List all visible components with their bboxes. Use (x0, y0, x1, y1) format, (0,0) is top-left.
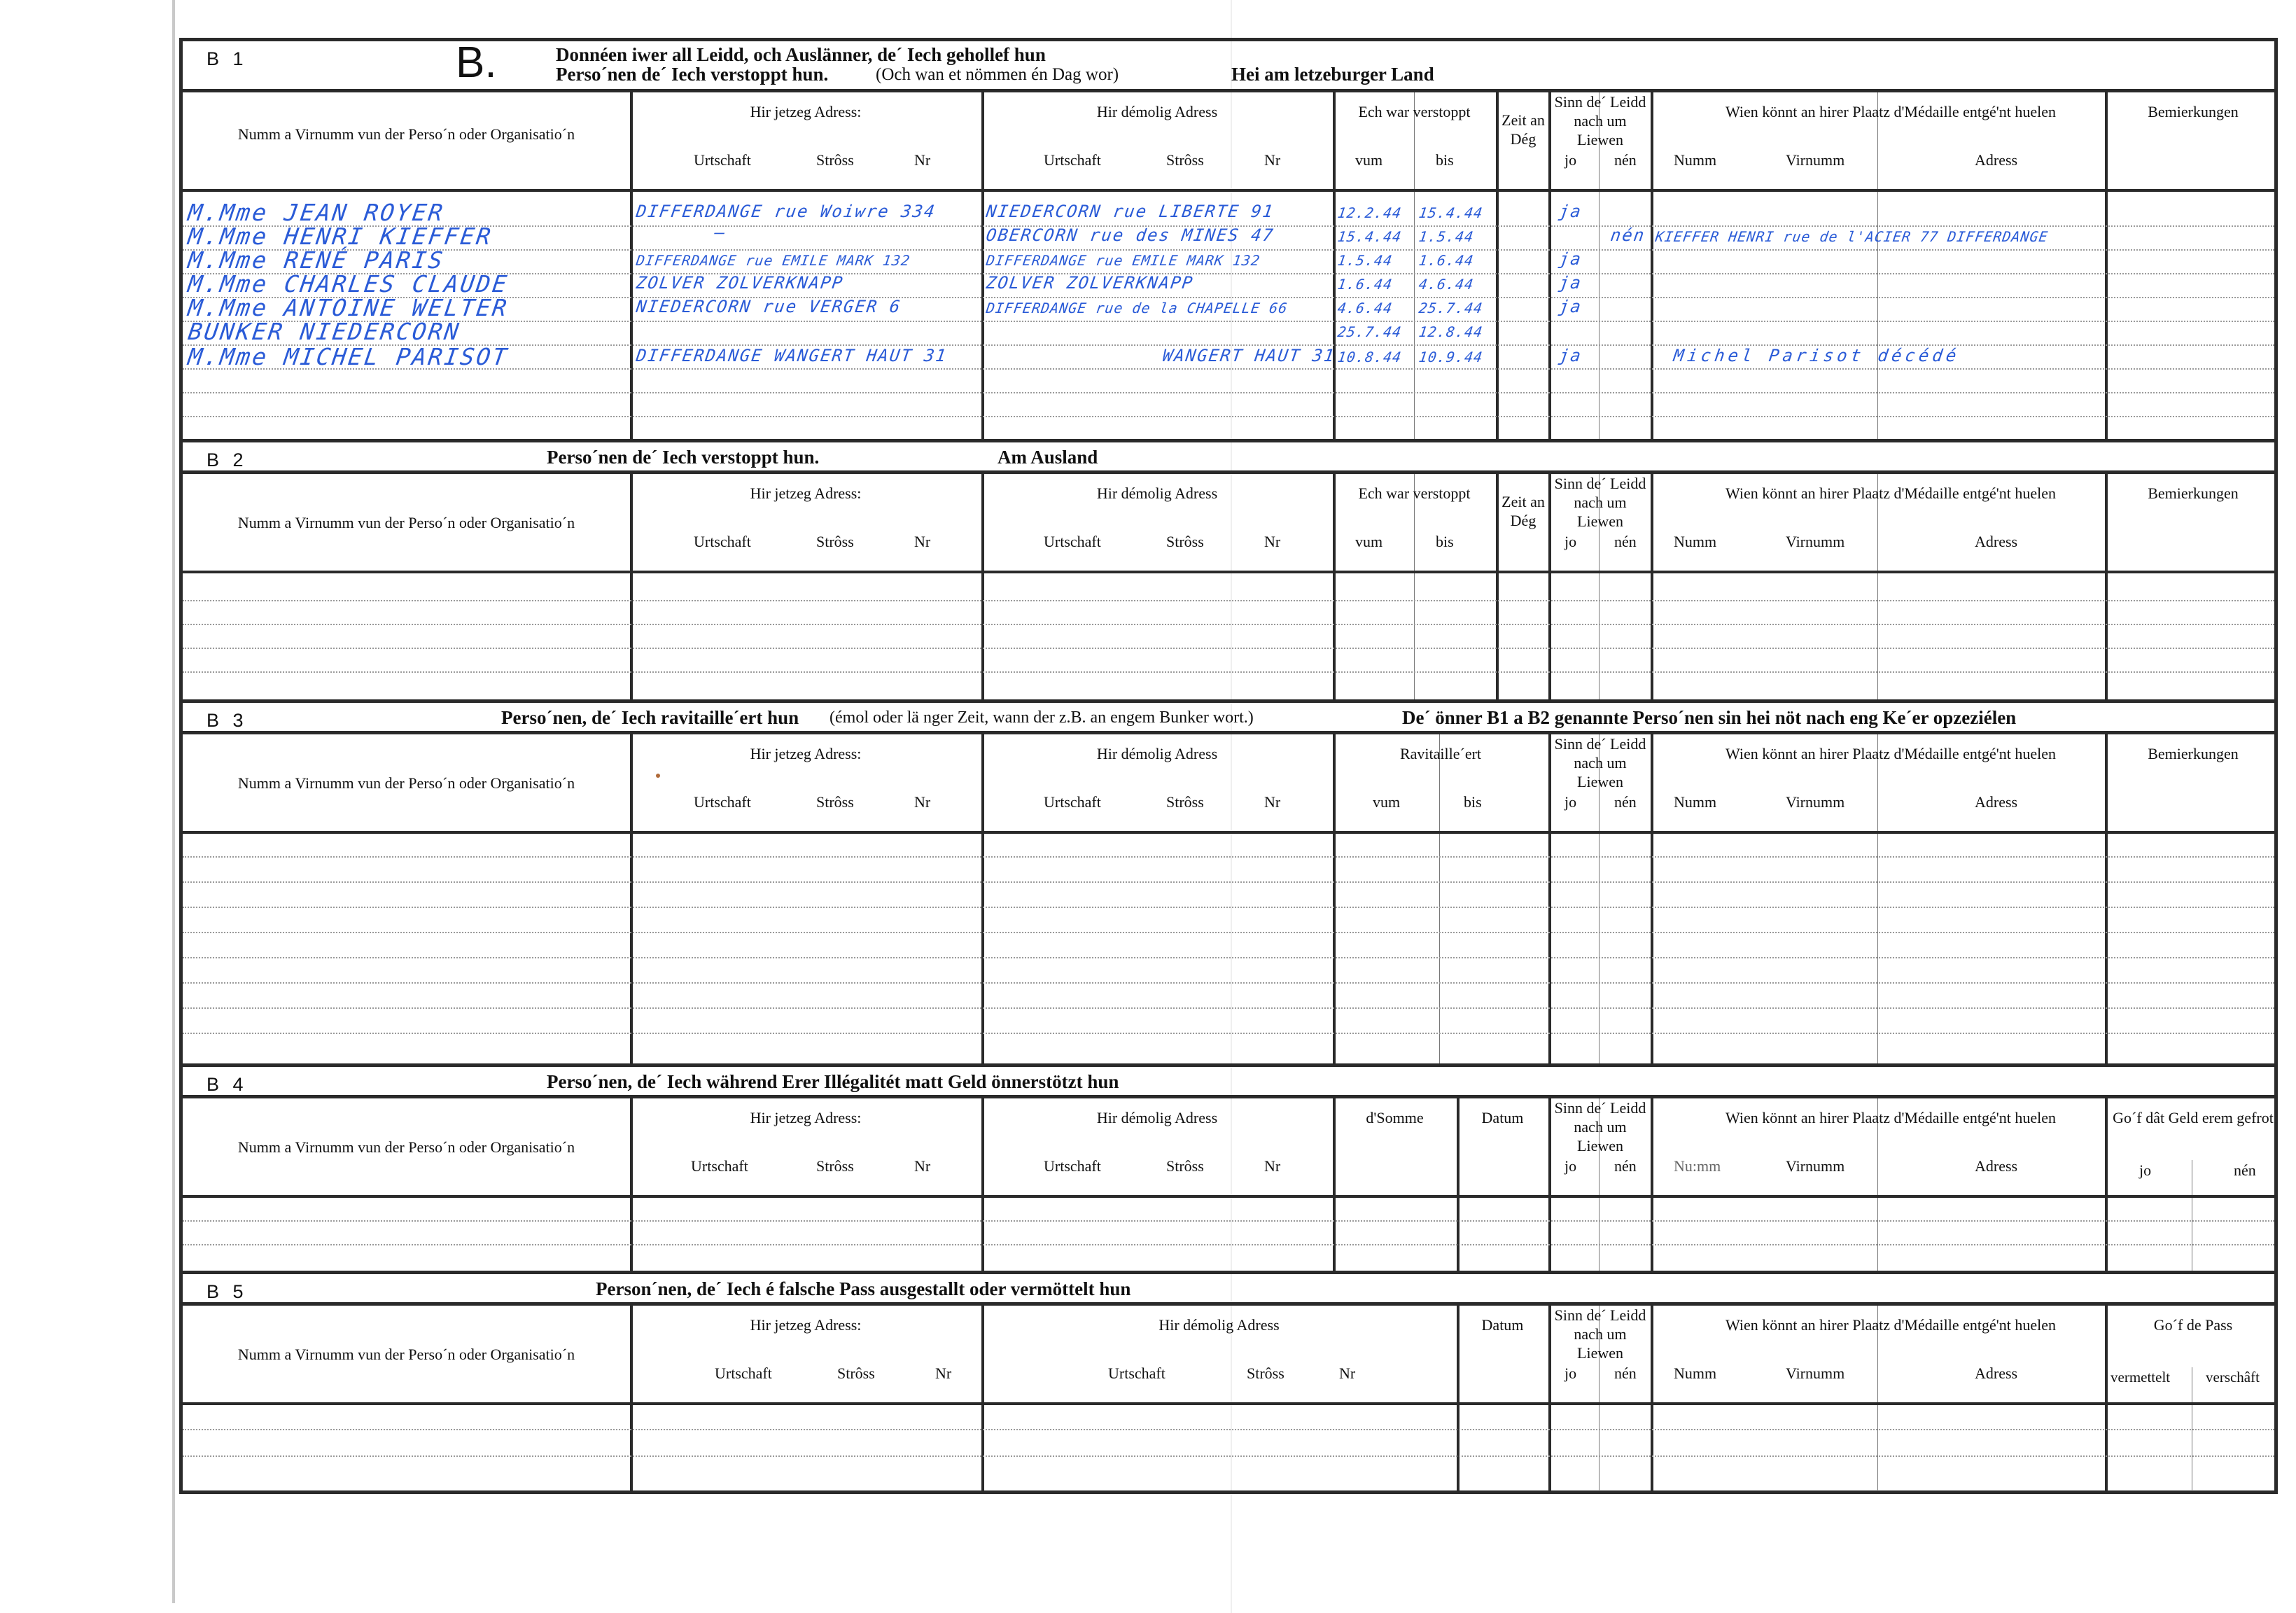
header-yes: jo (1564, 533, 1577, 550)
entry-to: 10.9.44 (1418, 349, 1484, 365)
header-divider (183, 571, 2274, 573)
col-divider (981, 734, 984, 1067)
header-street: Strôss (1166, 1157, 1204, 1175)
header-medal-name: Nu:mm (1674, 1157, 1721, 1175)
col-divider (2105, 474, 2108, 703)
header-former-address: Hir démolig Adress (1096, 103, 1218, 120)
col-divider (630, 474, 633, 703)
entry-to: 12.8.44 (1418, 323, 1484, 340)
header-sum: d'Somme (1366, 1109, 1424, 1126)
header-date: Datum (1481, 1109, 1524, 1126)
table-b1 (183, 89, 2274, 439)
header-nr: Nr (1264, 151, 1281, 169)
section-b5 (183, 1271, 2274, 1497)
col-divider (1414, 92, 1415, 439)
header-street: Strôss (816, 793, 854, 811)
entry-yes: ja (1558, 297, 1583, 316)
header-time: Zeit an Dég (1502, 111, 1545, 148)
ink-mark (656, 774, 660, 778)
section-title: Perso´nen, de´ Iech ravitaille´ert hun (501, 707, 799, 728)
header-street: Strôss (1166, 533, 1204, 550)
section-code: B 3 (206, 710, 248, 731)
header-nr: Nr (914, 533, 931, 550)
entry-former-address: DIFFERDANGE rue EMILE MARK 132 (985, 252, 1261, 269)
entry-from: 1.6.44 (1336, 276, 1394, 293)
section-b4 (183, 1063, 2274, 1271)
section-code: B 5 (206, 1281, 248, 1302)
entry-no: nén (1609, 225, 1647, 245)
section-b4-header (183, 1067, 2274, 1095)
header-yes: jo (1564, 1157, 1577, 1175)
section-title: Perso´nen, de´ Iech während Erer Illégalitét matt Geld önnerstötzt hun (547, 1071, 1119, 1092)
row-line (183, 392, 2274, 393)
row-line (183, 856, 2274, 858)
entry-current-address: ZOLVER ZOLVERKNAPP (635, 273, 846, 293)
row-line (183, 600, 2274, 601)
section-b2 (183, 439, 2274, 699)
col-divider (981, 474, 984, 703)
header-divider (183, 1195, 2274, 1198)
header-nr: Nr (1264, 1157, 1281, 1175)
header-remarks: Bemierkungen (2148, 484, 2239, 502)
header-remarks: Bemierkungen (2148, 103, 2239, 120)
header-street: Strôss (1247, 1364, 1284, 1382)
entry-from: 25.7.44 (1336, 323, 1403, 340)
header-former-address: Hir démolig Adress (1158, 1316, 1280, 1334)
entry-yes: ja (1558, 202, 1583, 221)
section-title-note: (Och wan et nömmen én Dag wor) (876, 65, 1119, 84)
entry-former-address: OBERCORN rue des MINES 47 (985, 225, 1276, 245)
header-yes: jo (2139, 1161, 2152, 1179)
header-alive: Sinn de´ Leidd nach um Liewen (1554, 475, 1646, 530)
entry-from: 1.5.44 (1336, 252, 1394, 269)
col-divider (1877, 92, 1878, 439)
section-title-notice: De´ önner B1 a B2 genannte Perso´nen sin hei nöt nach eng Ke´er opzeziélen (1402, 707, 2017, 728)
header-former-address: Hir démolig Adress (1096, 1109, 1218, 1126)
entry-from: 4.6.44 (1336, 300, 1394, 316)
header-yes: jo (1564, 1364, 1577, 1382)
entry-former-address: WANGERT HAUT 31 (1161, 346, 1337, 365)
header-no: nén (1614, 793, 1637, 811)
header-current-address: Hir jetzeg Adress: (750, 484, 862, 502)
header-medal-name: Numm (1674, 533, 1717, 550)
col-divider (2105, 92, 2108, 439)
header-town: Urtschaft (1044, 533, 1101, 550)
table-b3 (183, 731, 2274, 1067)
header-medal: Wien könnt an hirer Plaatz d'Médaille entgé'nt huelen (1726, 1109, 2056, 1126)
section-title: Person´nen, de´ Iech é falsche Pass ausgestallt oder vermöttelt hun (596, 1278, 1131, 1299)
row-line (183, 624, 2274, 625)
section-code: B 4 (206, 1074, 248, 1095)
header-yes: jo (1564, 151, 1577, 169)
header-medal: Wien könnt an hirer Plaatz d'Médaille entgé'nt huelen (1726, 484, 2056, 502)
entry-current-address: DIFFERDANGE rue Woiwre 334 (635, 202, 937, 221)
row-line (183, 648, 2274, 649)
section-code: B 2 (206, 449, 248, 470)
header-alive: Sinn de´ Leidd nach um Liewen (1554, 735, 1646, 790)
header-no: nén (2234, 1161, 2256, 1179)
entry-to: 25.7.44 (1418, 300, 1484, 316)
header-name: Numm a Virnumm vun der Perso´n oder Organisatio´n (237, 1138, 575, 1156)
entry-name: M.Mme MICHEL PARISOT (186, 343, 511, 370)
entry-current-address: NIEDERCORN rue VERGER 6 (635, 297, 903, 316)
header-supplied: Ravitaille´ert (1399, 745, 1482, 762)
header-medal-address: Adress (1975, 1157, 2018, 1175)
header-current-address: Hir jetzeg Adress: (750, 745, 862, 762)
header-medal-name: Numm (1674, 1364, 1717, 1382)
col-divider (1877, 734, 1878, 1067)
section-b2-header (183, 442, 2274, 470)
header-current-address: Hir jetzeg Adress: (750, 1109, 862, 1126)
entry-name: BUNKER NIEDERCORN (186, 318, 463, 345)
entry-medal: Michel Parisot décédé (1672, 346, 1961, 365)
header-town: Urtschaft (1044, 793, 1101, 811)
section-b3-header (183, 703, 2274, 731)
row-line (183, 1429, 2274, 1430)
header-nr: Nr (1339, 1364, 1356, 1382)
row-line (183, 957, 2274, 958)
header-to: bis (1464, 793, 1482, 811)
header-from: vum (1373, 793, 1401, 811)
col-divider (1651, 92, 1653, 439)
header-medal-address: Adress (1975, 151, 2018, 169)
entry-current-address: DIFFERDANGE WANGERT HAUT 31 (635, 346, 949, 365)
header-mediated: vermettelt (2110, 1369, 2171, 1385)
header-no: nén (1614, 151, 1637, 169)
header-street: Strôss (816, 1157, 854, 1175)
header-former-address: Hir démolig Adress (1096, 745, 1218, 762)
header-town: Urtschaft (694, 151, 751, 169)
header-hidden: Ech war verstoppt (1358, 103, 1471, 120)
header-divider (183, 831, 2274, 834)
header-street: Strôss (1166, 793, 1204, 811)
section-title-line1: Donnéen iwer all Leidd, och Auslänner, de´ Iech gehollef hun (556, 44, 1046, 65)
col-divider (630, 92, 633, 439)
col-divider (981, 92, 984, 439)
entry-to: 1.5.44 (1418, 228, 1475, 245)
col-divider (1651, 474, 1653, 703)
header-medal: Wien könnt an hirer Plaatz d'Médaille entgé'nt huelen (1726, 745, 2056, 762)
header-nr: Nr (914, 151, 931, 169)
header-date: Datum (1481, 1316, 1524, 1334)
col-divider (1651, 734, 1653, 1067)
row-line (183, 881, 2274, 883)
header-town: Urtschaft (1044, 151, 1101, 169)
section-title-line2: Perso´nen de´ Iech verstoppt hun. (556, 64, 829, 85)
entry-current-address: DIFFERDANGE rue EMILE MARK 132 (635, 252, 911, 269)
header-current-address: Hir jetzeg Adress: (750, 103, 862, 120)
header-medal-name: Numm (1674, 793, 1717, 811)
header-street: Strôss (816, 533, 854, 550)
header-medal-name: Numm (1674, 151, 1717, 169)
header-current-address: Hir jetzeg Adress: (750, 1316, 862, 1334)
header-town: Urtschaft (694, 793, 751, 811)
entry-to: 1.6.44 (1418, 252, 1475, 269)
header-town: Urtschaft (694, 533, 751, 550)
header-yes: jo (1564, 793, 1577, 811)
entry-name: M.Mme ANTOINE WELTER (186, 294, 511, 321)
section-title-location: Hei am letzeburger Land (1231, 64, 1434, 85)
row-line (183, 416, 2274, 417)
header-medal-address: Adress (1975, 533, 2018, 550)
table-b2 (183, 470, 2274, 703)
header-remarks: Bemierkungen (2148, 745, 2239, 762)
row-line (183, 982, 2274, 984)
header-no: nén (1614, 1157, 1637, 1175)
entry-name: M.Mme CHARLES CLAUDE (186, 270, 511, 298)
header-pass: Go´f de Pass (2153, 1316, 2233, 1334)
section-b3 (183, 699, 2274, 1063)
entry-name: M.Mme HENRI KIEFFER (186, 223, 495, 250)
header-alive: Sinn de´ Leidd nach um Liewen (1554, 1306, 1646, 1362)
entry-name: M.Mme RENÉ PARIS (186, 246, 447, 274)
header-medal-address: Adress (1975, 1364, 2018, 1382)
entry-current-address: — (713, 223, 728, 242)
header-town: Urtschaft (715, 1364, 772, 1382)
form-frame (179, 38, 2278, 1494)
entry-from: 12.2.44 (1336, 204, 1403, 221)
entry-yes: ja (1558, 346, 1583, 365)
header-medal-firstname: Virnumm (1786, 1157, 1845, 1175)
header-procured: verschâft (2206, 1369, 2260, 1385)
col-divider (1651, 1306, 1653, 1491)
header-street: Strôss (837, 1364, 875, 1382)
header-former-address: Hir démolig Adress (1096, 484, 1218, 502)
header-medal: Wien könnt an hirer Plaatz d'Médaille entgé'nt huelen (1726, 103, 2056, 120)
header-medal-firstname: Virnumm (1786, 1364, 1845, 1382)
header-name: Numm a Virnumm vun der Perso´n oder Organisatio´n (237, 514, 575, 531)
row-line (183, 907, 2274, 908)
entry-yes: ja (1558, 273, 1583, 293)
entry-to: 4.6.44 (1418, 276, 1475, 293)
header-street: Strôss (816, 151, 854, 169)
header-to: bis (1436, 151, 1454, 169)
row-line (183, 249, 2274, 251)
header-medal: Wien könnt an hirer Plaatz d'Médaille entgé'nt huelen (1726, 1316, 2056, 1334)
section-title: Perso´nen de´ Iech verstoppt hun. (547, 447, 820, 468)
header-street: Strôss (1166, 151, 1204, 169)
section-b5-header (183, 1274, 2274, 1302)
col-divider (1414, 474, 1415, 703)
row-line (183, 932, 2274, 933)
row-line (183, 671, 2274, 673)
col-divider (1333, 734, 1336, 1067)
header-medal-firstname: Virnumm (1786, 533, 1845, 550)
entry-yes: ja (1558, 249, 1583, 269)
entry-to: 15.4.44 (1418, 204, 1484, 221)
header-name: Numm a Virnumm vun der Perso´n oder Organisatio´n (237, 1346, 575, 1363)
entry-medal: KIEFFER HENRI rue de l'ACIER 77 DIFFERDANGE (1654, 228, 2050, 245)
header-name: Numm a Virnumm vun der Perso´n oder Organisatio´n (237, 774, 575, 792)
header-medal-firstname: Virnumm (1786, 151, 1845, 169)
section-title-note: (émol oder lä nger Zeit, wann der z.B. an engem Bunker wort.) (830, 708, 1254, 727)
section-b1 (183, 41, 2274, 439)
row-line (183, 1007, 2274, 1009)
col-divider (1651, 1098, 1653, 1274)
header-nr: Nr (914, 1157, 931, 1175)
row-line (183, 1220, 2274, 1222)
entry-former-address: ZOLVER ZOLVERKNAPP (985, 273, 1196, 293)
row-line (183, 1244, 2274, 1245)
row-line (183, 1455, 2274, 1457)
header-alive: Sinn de´ Leidd nach um Liewen (1554, 1099, 1646, 1154)
header-town: Urtschaft (1044, 1157, 1101, 1175)
header-to: bis (1436, 533, 1454, 550)
header-no: nén (1614, 533, 1637, 550)
section-code: B 1 (206, 48, 248, 69)
entry-from: 10.8.44 (1336, 349, 1403, 365)
header-town: Urtschaft (691, 1157, 748, 1175)
header-name: Numm a Virnumm vun der Perso´n oder Organisatio´n (237, 125, 575, 143)
section-b1-header (183, 39, 2274, 87)
row-line (183, 1033, 2274, 1034)
header-nr: Nr (935, 1364, 952, 1382)
header-from: vum (1355, 151, 1383, 169)
header-money-back: Go´f dât Geld erem gefrot (2113, 1109, 2274, 1126)
col-divider (1439, 734, 1440, 1067)
header-nr: Nr (1264, 793, 1281, 811)
header-alive: Sinn de´ Leidd nach um Liewen (1554, 93, 1646, 148)
col-divider (2105, 734, 2108, 1067)
header-medal-address: Adress (1975, 793, 2018, 811)
header-nr: Nr (1264, 533, 1281, 550)
col-divider (630, 734, 633, 1067)
header-nr: Nr (914, 793, 931, 811)
table-b5 (183, 1302, 2274, 1491)
table-b4 (183, 1095, 2274, 1274)
page-edge (172, 0, 175, 1603)
col-divider (1333, 92, 1336, 439)
col-divider (1333, 474, 1336, 703)
entry-from: 15.4.44 (1336, 228, 1403, 245)
entry-former-address: DIFFERDANGE rue de la CHAPELLE 66 (985, 300, 1289, 316)
col-divider (1877, 474, 1878, 703)
section-title-location: Am Ausland (997, 447, 1098, 468)
header-hidden: Ech war verstoppt (1358, 484, 1471, 502)
header-town: Urtschaft (1108, 1364, 1166, 1382)
header-divider (183, 189, 2274, 192)
header-time: Zeit an Dég (1502, 493, 1545, 529)
section-letter: B. (456, 39, 497, 87)
header-from: vum (1355, 533, 1383, 550)
header-divider (183, 1402, 2274, 1405)
header-medal-firstname: Virnumm (1786, 793, 1845, 811)
entry-former-address: NIEDERCORN rue LIBERTE 91 (985, 202, 1276, 221)
entry-name: M.Mme JEAN ROYER (186, 199, 447, 226)
header-no: nén (1614, 1364, 1637, 1382)
